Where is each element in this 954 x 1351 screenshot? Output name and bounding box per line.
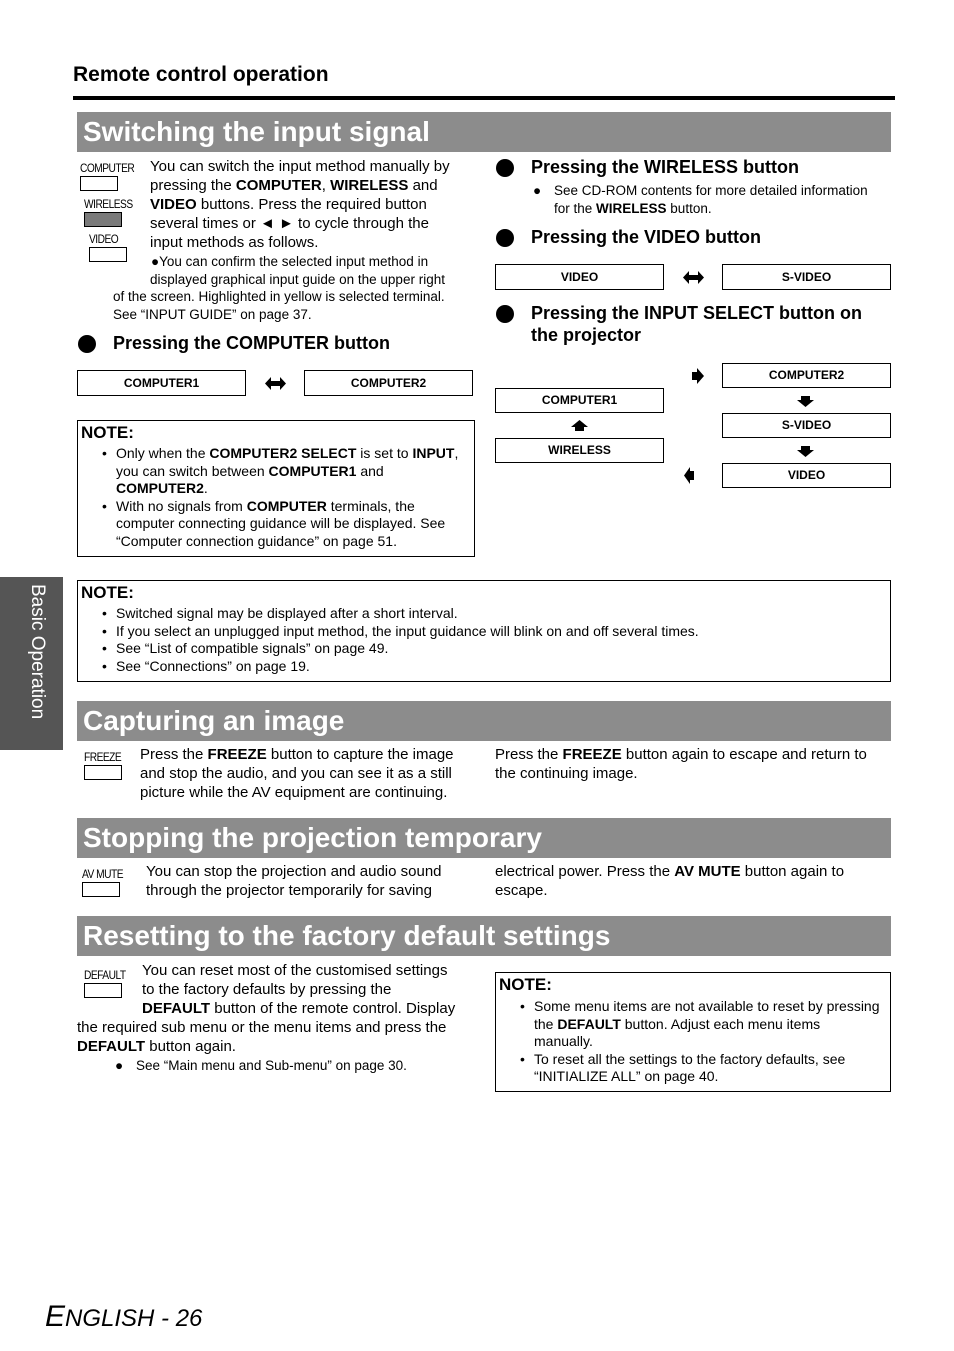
cycle-video-box: VIDEO	[722, 463, 891, 488]
note-item: • Switched signal may be displayed after a short interval.	[102, 605, 882, 623]
note-title: NOTE:	[499, 975, 552, 994]
note-item: • With no signals from COMPUTER terminals, the computer connecting guidance will be displayed. See “Computer connection guidance” on page 51.	[102, 498, 474, 551]
note-item: • To reset all the settings to the factory defaults, see “INITIALIZE ALL” on page 40.	[520, 1051, 888, 1086]
capturing-text-left: Press the FREEZE button to capture the image and stop the audio, and you can see it as a still picture while the AV equipment are continuing.	[140, 746, 454, 801]
arrow-right-icon	[692, 368, 704, 384]
resetting-bullet: ● See “Main menu and Sub-menu” on page 30.	[115, 1058, 407, 1073]
wireless-bullet: ● See CD-ROM contents for more detailed information for the WIRELESS button.	[533, 183, 868, 216]
note-item: • Some menu items are not available to reset by pressing the DEFAULT button. Adjust each menu items manually.	[520, 998, 888, 1051]
computer-button-icon: COMPUTER	[80, 161, 144, 191]
cycle-s-video-box: S-VIDEO	[722, 413, 891, 438]
computer-heading: Pressing the COMPUTER button	[113, 333, 391, 353]
stopping-text-left: You can stop the projection and audio sound through the projector temporarily for saving	[146, 863, 442, 899]
stopping-text-right: electrical power. Press the AV MUTE button again to escape.	[495, 863, 845, 899]
double-arrow-icon	[683, 269, 704, 286]
header-rule	[73, 96, 895, 100]
note-title: NOTE:	[81, 423, 134, 442]
note-title: NOTE:	[81, 583, 134, 602]
section-title-capturing: Capturing an image	[77, 701, 891, 741]
input-guide-tip: ●You can confirm the selected input method in displayed graphical input guide on the upper right of the screen. Highlighted in yellow is selected terminal. See “INPUT GUIDE” on page 37.	[113, 254, 445, 322]
computer1-box: COMPUTER1	[77, 370, 246, 396]
side-tab-label: Basic Operation	[27, 584, 48, 720]
av-mute-button-icon: AV MUTE	[82, 867, 130, 897]
video-box: VIDEO	[495, 264, 664, 290]
cycle-computer2-box: COMPUTER2	[722, 363, 891, 388]
note-box-computer	[77, 420, 475, 557]
heading-bullet	[78, 335, 96, 353]
note-item: • Only when the COMPUTER2 SELECT is set to INPUT, you can switch between COMPUTER1 and COMPUTER2.	[102, 445, 474, 498]
capturing-text-right: Press the FREEZE button again to escape and return to the continuing image.	[495, 746, 867, 782]
arrow-down-icon	[797, 396, 814, 407]
video-heading: Pressing the VIDEO button	[531, 227, 762, 247]
s-video-box: S-VIDEO	[722, 264, 891, 290]
input-select-heading: Pressing the INPUT SELECT button on the projector	[531, 303, 863, 345]
switching-intro: You can switch the input method manually by pressing the COMPUTER, WIRELESS and VIDEO buttons. Press the required button several times or ◄ ► to cycle through the input methods as follows.	[150, 158, 450, 251]
heading-bullet	[496, 159, 514, 177]
note-item: • See “Connections” on page 19.	[102, 658, 882, 676]
page-footer: ENGLISH - 26	[45, 1300, 203, 1333]
video-button-icon: VIDEO	[89, 232, 127, 262]
heading-bullet	[496, 229, 514, 247]
section-title-stopping: Stopping the projection temporary	[77, 818, 891, 858]
freeze-button-icon: FREEZE	[84, 750, 128, 780]
cycle-computer1-box: COMPUTER1	[495, 388, 664, 413]
double-arrow-icon	[265, 375, 286, 392]
note-item: • If you select an unplugged input method, the input guidance will blink on and off several times.	[102, 623, 882, 641]
wireless-button-icon: WIRELESS	[84, 197, 141, 227]
resetting-text: You can reset most of the customised settings to the factory defaults by pressing the DEFAULT button of the remote control. Display the required sub menu or the menu items and press the DEFAULT button again.	[77, 962, 456, 1055]
arrow-down-icon	[797, 446, 814, 457]
cycle-wireless-box: WIRELESS	[495, 438, 664, 463]
header-title: Remote control operation	[73, 63, 329, 86]
section-title-resetting: Resetting to the factory default settings	[77, 916, 891, 956]
computer2-box: COMPUTER2	[304, 370, 473, 396]
arrow-left-icon	[684, 467, 694, 484]
heading-bullet	[496, 305, 514, 323]
note-item: • See “List of compatible signals” on page 49.	[102, 640, 882, 658]
section-title-switching: Switching the input signal	[77, 112, 891, 152]
wireless-heading: Pressing the WIRELESS button	[531, 157, 800, 177]
arrow-up-icon	[571, 420, 588, 431]
note-box-switching	[77, 580, 891, 682]
note-box-resetting	[495, 972, 891, 1092]
default-button-icon: DEFAULT	[84, 968, 133, 998]
